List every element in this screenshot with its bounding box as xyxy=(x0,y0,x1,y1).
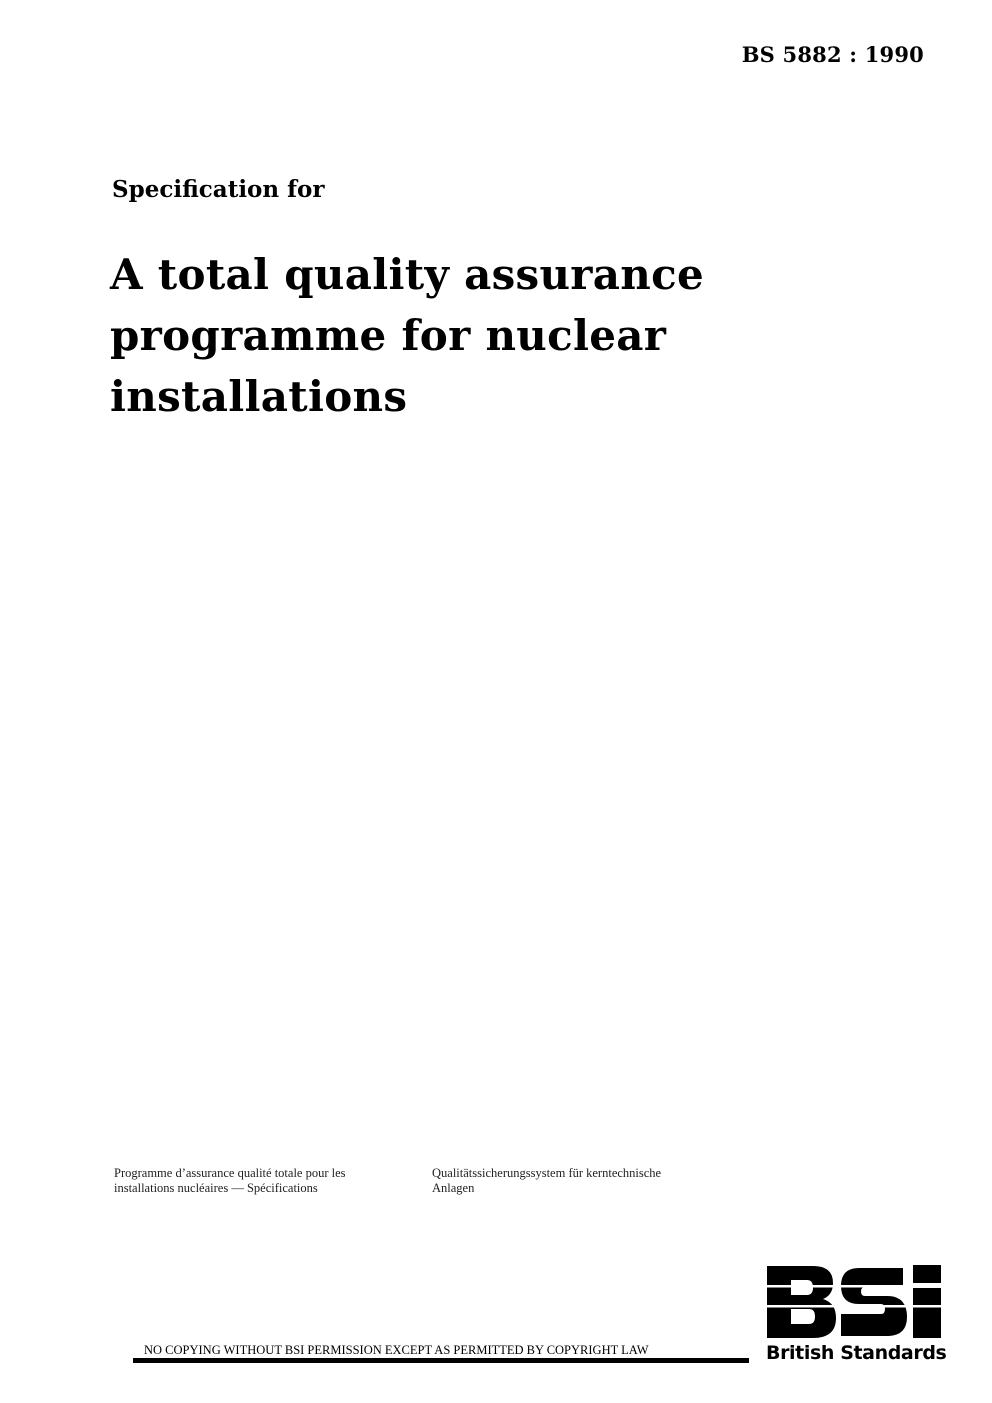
french-title-line: installations nucléaires — Spécifications xyxy=(114,1181,318,1195)
french-title xyxy=(114,1166,414,1196)
german-title xyxy=(432,1166,752,1196)
document-title-line: A total quality assurance xyxy=(110,250,704,299)
document-title xyxy=(110,244,870,427)
bsi-wordmark: British Standards xyxy=(766,1342,947,1364)
title-kicker: Specification for xyxy=(112,176,325,203)
german-title-line: Qualitätssicherungssystem für kerntechnische xyxy=(432,1166,662,1180)
french-title-line: Programme d’assurance qualité totale pour les xyxy=(114,1166,346,1180)
standard-number: BS 5882 : 1990 xyxy=(741,42,924,67)
german-title-line: Anlagen xyxy=(432,1181,475,1195)
document-title-line: installations xyxy=(110,372,408,421)
footer-rule xyxy=(133,1358,749,1363)
document-title-line: programme for nuclear xyxy=(110,311,667,360)
bsi-mark-icon xyxy=(763,1262,945,1342)
copyright-notice: NO COPYING WITHOUT BSI PERMISSION EXCEPT AS PERMITTED BY COPYRIGHT LAW xyxy=(144,1343,649,1357)
